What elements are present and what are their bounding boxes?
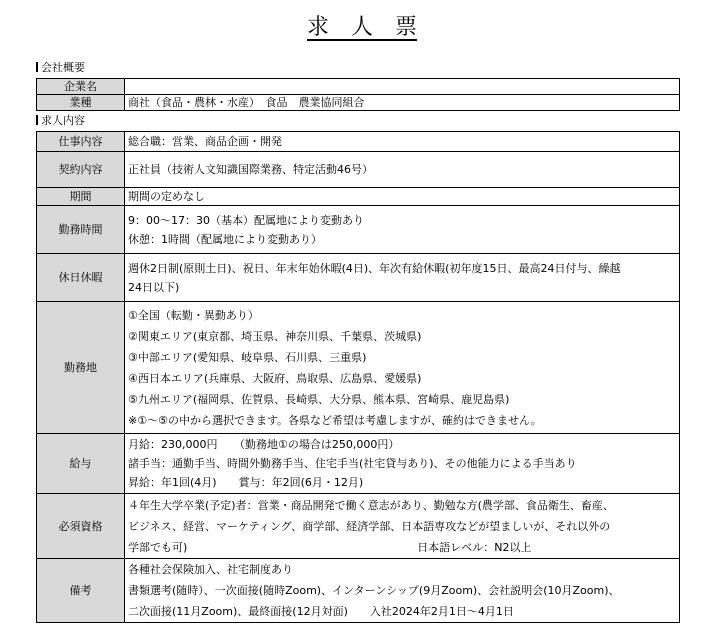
section-heading-job: 求人内容 bbox=[36, 114, 85, 128]
remarks-line: 二次面接(11月Zoom)、最終面接(12月対面) 入社2024年2月1日～4月1日 bbox=[128, 605, 514, 618]
working-hours-line: 休憩：1時間（配属地により変動あり） bbox=[128, 232, 322, 246]
contract-label: 契約内容 bbox=[37, 152, 125, 188]
holidays-label: 休日休暇 bbox=[37, 254, 125, 302]
table-row bbox=[37, 152, 680, 188]
salary-label: 給与 bbox=[37, 434, 125, 494]
contract-value bbox=[125, 152, 680, 188]
table-row bbox=[37, 188, 680, 206]
remarks-label: 備考 bbox=[37, 559, 125, 623]
company-name-value bbox=[125, 79, 680, 95]
period-line: 期間の定めなし bbox=[128, 189, 205, 203]
holidays-line: 週休2日制(原則土日)、祝日、年末年始休暇(4日)、年次有給休暇(初年度15日、最高24日付与、繰越 bbox=[128, 261, 621, 275]
job-table bbox=[36, 131, 680, 623]
period-value bbox=[125, 188, 680, 206]
work-location-line: ④西日本エリア(兵庫県、大阪府、鳥取県、広島県、愛媛県) bbox=[128, 371, 422, 385]
remarks-line: 書類選考(随時）、一次面接(随時Zoom)、インターンシップ(9月Zoom)、会社説明会(10月Zoom)、 bbox=[128, 584, 620, 597]
work-location-label: 勤務地 bbox=[37, 302, 125, 434]
contract-line: 正社員（技術人文知識国際業務、特定活動46号） bbox=[128, 163, 373, 176]
salary-line: 昇給：年1回(4月) 賞与：年2回(6月・12月) bbox=[128, 476, 364, 489]
remarks-value bbox=[125, 559, 680, 623]
work-location-value bbox=[125, 302, 680, 434]
salary-line: 諸手当：通勤手当、時間外勤務手当、住宅手当(社宅貸与あり)、その他能力による手当あり bbox=[128, 457, 577, 470]
work-location-line: ①全国（転勤・異動あり） bbox=[128, 308, 259, 322]
table-row bbox=[37, 132, 680, 152]
working-hours-line: 9：00～17：30（基本）配属地により変動あり bbox=[128, 213, 364, 227]
work-location-line: ※①～⑤の中から選択できます。各県など希望は考慮しますが、確約はできません。 bbox=[128, 413, 542, 427]
job-description-value bbox=[125, 132, 680, 152]
company-name-label: 企業名 bbox=[37, 79, 125, 95]
company-table bbox=[36, 78, 680, 111]
holidays-line: 24日以下) bbox=[128, 280, 180, 294]
salary-value bbox=[125, 434, 680, 494]
remarks-line: 各種社会保険加入、社宅制度あり bbox=[128, 563, 293, 576]
table-row bbox=[37, 95, 680, 111]
table-row bbox=[37, 79, 680, 95]
holidays-value bbox=[125, 254, 680, 302]
work-location-line: ③中部エリア(愛知県、岐阜県、石川県、三重県) bbox=[128, 350, 367, 364]
working-hours-label: 勤務時間 bbox=[37, 206, 125, 254]
page-title: 求 人 票 bbox=[306, 15, 417, 40]
requirements-value bbox=[125, 494, 680, 559]
industry-value: 商社（食品・農林・水産） 食品 農業協同組合 bbox=[125, 95, 680, 111]
requirements-line: ビジネス、経営、マーケティング、商学部、経済学部、日本語専攻などが望ましいが、それ以外の bbox=[128, 519, 611, 533]
table-row bbox=[37, 494, 680, 559]
salary-line: 月給：230,000円 （勤務地①の場合は250,000円） bbox=[128, 438, 400, 451]
requirements-label: 必須資格 bbox=[37, 494, 125, 559]
working-hours-value bbox=[125, 206, 680, 254]
requirements-last-line: 学部でも可) bbox=[128, 540, 188, 554]
table-row bbox=[37, 302, 680, 434]
industry-label: 業種 bbox=[37, 95, 125, 111]
section-heading-company: 会社概要 bbox=[36, 61, 85, 75]
japanese-level: 日本語レベル：N2以上 bbox=[417, 540, 532, 554]
work-location-line: ②関東エリア(東京都、埼玉県、神奈川県、千葉県、茨城県) bbox=[128, 329, 422, 343]
period-label: 期間 bbox=[37, 188, 125, 206]
job-description-line: 総合職：営業、商品企画・開発 bbox=[128, 135, 282, 148]
job-description-label: 仕事内容 bbox=[37, 132, 125, 152]
work-location-line: ⑤九州エリア(福岡県、佐賀県、長崎県、大分県、熊本県、宮崎県、鹿児島県) bbox=[128, 392, 510, 406]
requirements-line bbox=[128, 537, 676, 558]
table-row bbox=[37, 254, 680, 302]
table-row bbox=[37, 559, 680, 623]
table-row bbox=[37, 434, 680, 494]
requirements-line: ４年生大学卒業(予定)者：営業・商品開発で働く意志があり、勤勉な方(農学部、食品衛生、畜産、 bbox=[128, 498, 614, 512]
table-row bbox=[37, 206, 680, 254]
